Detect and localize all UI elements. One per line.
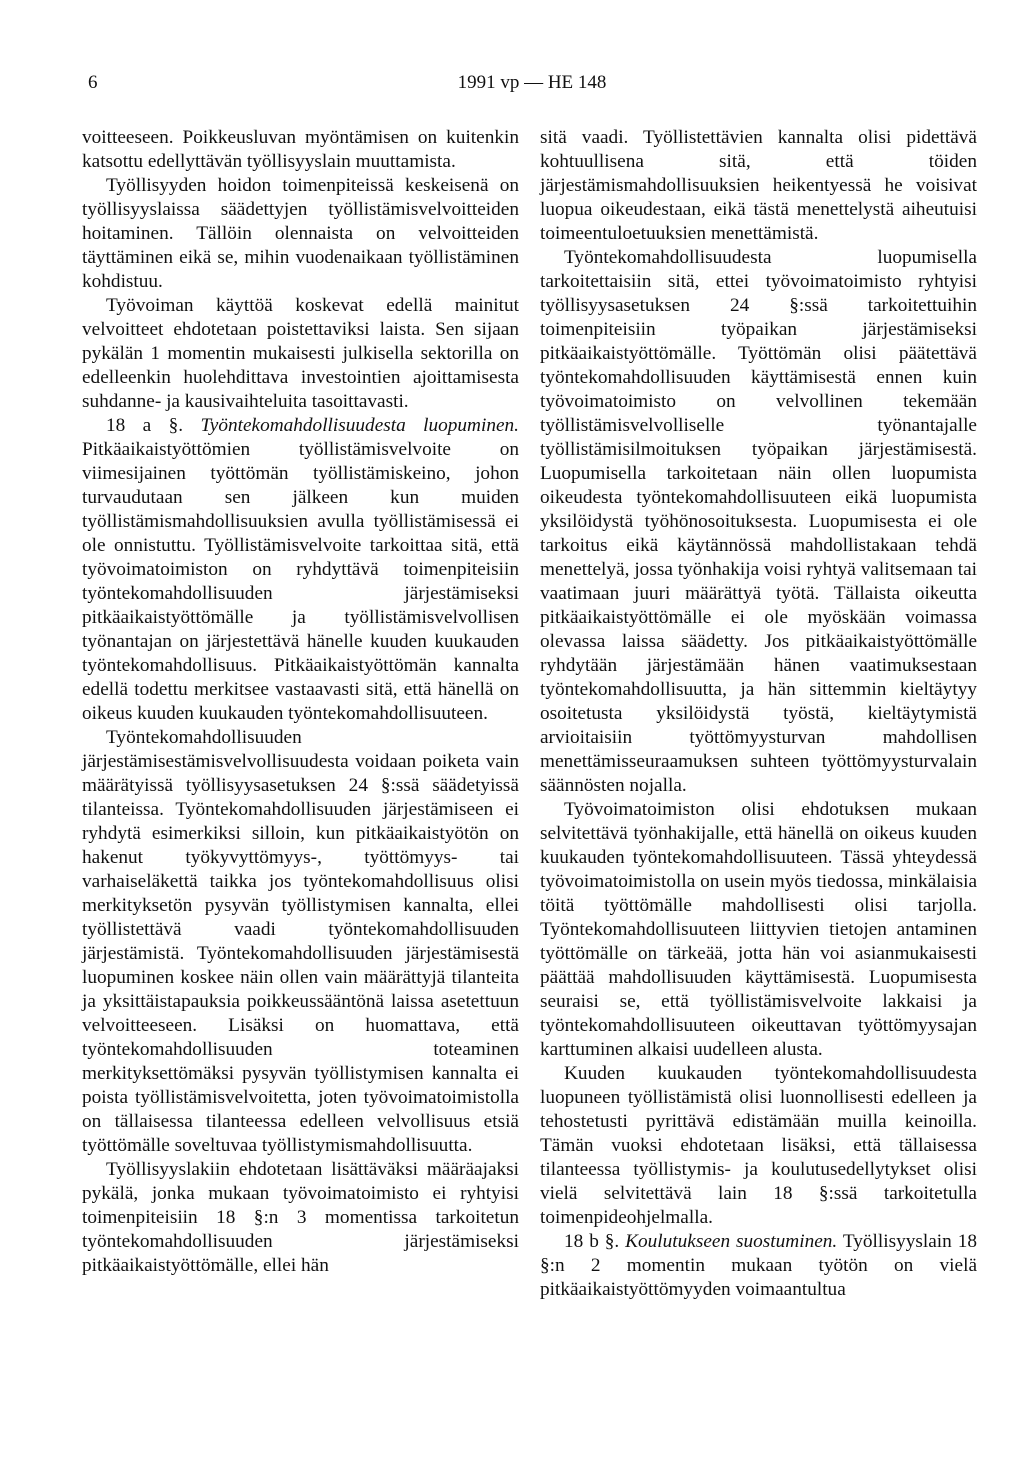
paragraph: Työvoiman käyttöä koskevat edellä mainitut velvoitteet ehdotetaan poistettaviksi laista. Sen sijaan pykälän 1 momentin mukaisesti julkisella sektorilla on edelleenkin huolehdittava investointien ajoittamisesta suhdanne- ja kausivaihteluita tasoittavasti. <box>82 295 519 412</box>
paragraph: Kuuden kuukauden työntekomahdollisuudesta luopuneen työllistämistä olisi luonnollisesti edelleen ja tehostetusti pyrittävä edistämään muilla keinoilla. Tämän vuoksi ehdotetaan lisäksi, että tällaisessa tilanteessa työllistymis- ja koulutusedellytykset olisi vielä selvitettävä lain 18 §:ssä tarkoitetulla toimenpideohjelmalla. <box>540 1063 977 1228</box>
section-number: 18 b §. <box>564 1231 620 1252</box>
paragraph: Työntekomahdollisuudesta luopumisella tarkoitettaisiin sitä, ettei työvoimatoimisto ryhtyisi työllisyysasetuksen 24 §:ssä tarkoitettuihin toimenpiteisiin työpaikan järjestämiseksi pitkäaikaistyöttömälle. Työttömän olisi päätettävä työntekomahdollisuuden käyttämisestä ennen kuin työvoimatoimisto on velvollinen tekemään työllistämisvelvolliselle työnantajalle työllistämisilmoituksen työpaikan järjestämisestä. Luopumisella tarkoitetaan näin ollen luopumista oikeudesta työntekomahdollisuuteen eikä luopumista yksilöidystä työhönosoituksesta. Luopumisesta ei ole tarkoitus eikä käytännössä mahdollistakaan tehdä menettelyä, jossa työnhakija voisi ryhtyä valitsemaan tai vaatimaan juuri määrättyä työtä. Tällaista oikeutta pitkäaikaistyöttömälle ei ole myöskään voimassa olevassa laissa säädetty. Jos pitkäaikaistyöttömälle ryhdytään järjestämään hänen vaatimuksestaan työntekomahdollisuutta, ja hän sittemmin kieltäytyy osoitetusta yksilöidystä työstä, kieltäytymistä arvioitaisiin työttömyysturvan mahdollisen menettämisseuraamuksen suhteen työttömyysturvalain säännösten nojalla. <box>540 247 977 796</box>
paragraph: sitä vaadi. Työllistettävien kannalta olisi pidettävä kohtuullisena sitä, että töiden järjestämismahdollisuuksien heikentyessä he voisivat luopua oikeudestaan, eikä tästä menettelystä aiheutuisi toimeentuloetuuksien menettämistä. <box>540 127 977 244</box>
page-number: 6 <box>88 72 98 93</box>
paragraph: Työllisyyden hoidon toimenpiteissä keskeisenä on työllisyyslaissa säädettyjen työllistämisvelvoitteiden hoitaminen. Tällöin olennaista on velvoitteiden täyttäminen eikä se, mihin vuodenaikaan työllistäminen kohdistuu. <box>82 175 519 292</box>
section-text: Pitkäaikaistyöttömien työllistämisvelvoite on viimesijainen työttömän työllistämiskeino, johon turvaudutaan sen jälkeen kun muiden työllistämismahdollisuuksien avulla työllistämisessä ei ole onnistuttu. Työllistämisvelvoite tarkoittaa sitä, että työvoimatoimiston on ryhdyttävä toimenpiteisiin työntekomahdollisuuden järjestämiseksi pitkäaikaistyöttömälle ja työllistämisvelvollisen työnantajan on järjestettävä hänelle kuuden kuukauden työntekomahdollisuus. Pitkäaikaistyöttömän kannalta edellä todettu merkitsee vastaavasti sitä, että hänellä on oikeus kuuden kuukauden työntekomahdollisuuteen. <box>82 439 519 724</box>
section-text: Työllisyyslain 18 §:n 2 momentin mukaan työtön on vielä pitkäaikaistyöttömyyden voimaantultua <box>540 1231 977 1300</box>
paragraph: Työvoimatoimiston olisi ehdotuksen mukaan selvitettävä työnhakijalle, että hänellä on oikeus kuuden kuukauden työntekomahdollisuuteen. Tässä yhteydessä työvoimatoimistolla on usein myös tiedossa, minkälaisia töitä työttömälle mahdollisesti olisi tarjolla. Työntekomahdollisuuteen liittyvien tietojen antaminen työttömälle on tärkeää, jotta hän voi asianmukaisesti päättää mahdollisuuden käyttämisestä. Luopumisesta seuraisi se, että työllistämisvelvoite lakkaisi ja työntekomahdollisuuteen oikeuttavan työttömyysajan karttuminen alkaisi uudelleen alusta. <box>540 799 978 1060</box>
section-number: 18 a §. <box>106 415 184 436</box>
running-title: 1991 vp — HE 148 <box>457 72 607 93</box>
left-column <box>82 126 519 1278</box>
paragraph: Työntekomahdollisuuden järjestämisestämisvelvollisuudesta voidaan poiketa vain määrätyissä työllisyysasetuksen 24 §:ssä säädetyissä tilanteissa. Työntekomahdollisuuden järjestämiseen ei ryhdytä esimerkiksi silloin, kun pitkäaikaistyötön on hakenut työkyvyttömyys-, työttömyys- tai varhaiseläkettä taikka jos työntekomahdollisuus olisi merkityksetön pysyvän työllistymisen kannalta, ellei työllistettävä vaadi työntekomahdollisuuden järjestämistä. Työntekomahdollisuuden järjestämisestä luopuminen koskee näin ollen vain määrättyjä tilanteita ja yksittäistapauksia poikkeussääntönä laissa asetettuun velvoitteeseen. Lisäksi on huomattava, että työntekomahdollisuuden toteaminen merkityksettömäksi pysyvän työllistymisen kannalta ei poista työllistämisvelvoitetta, joten työvoimatoimistolla on tällaisessa tilanteessa edelleen velvollisuus etsiä työttömälle soveltuvaa työllistymismahdollisuutta. <box>82 727 519 1156</box>
paragraph: voitteeseen. Poikkeusluvan myöntämisen on kuitenkin katsottu edellyttävän työllisyyslain muuttamista. <box>82 127 519 172</box>
section-heading: Koulutukseen suostuminen. <box>625 1231 838 1252</box>
right-column <box>540 126 977 1302</box>
section-paragraph <box>82 414 519 726</box>
section-heading: Työntekomahdollisuudesta luopuminen. <box>200 415 519 436</box>
paragraph: Työllisyyslakiin ehdotetaan lisättäväksi määräajaksi pykälä, jonka mukaan työvoimatoimisto ei ryhtyisi toimenpiteisiin 18 §:n 3 momentissa tarkoitetun työntekomahdollisuuden järjestämiseksi pitkäaikaistyöttömälle, ellei hän <box>82 1159 519 1276</box>
section-paragraph <box>540 1230 977 1302</box>
